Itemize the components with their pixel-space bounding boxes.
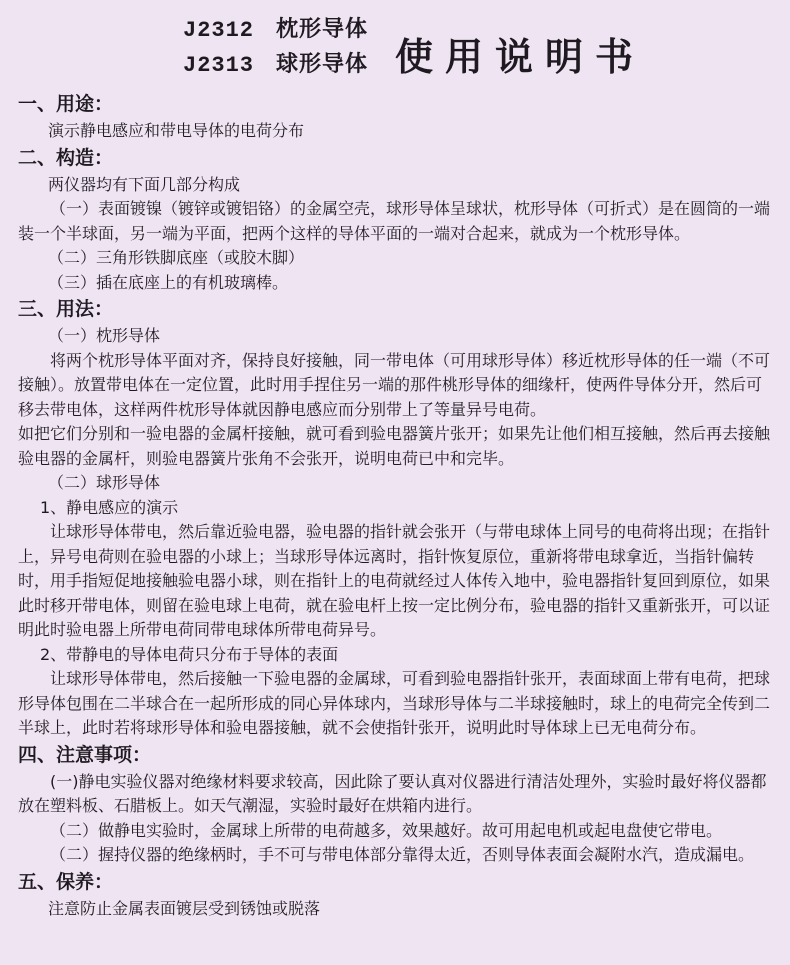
model-name: 球形导体 xyxy=(276,52,369,77)
numbered-item: 1、静电感应的演示 xyxy=(40,497,179,517)
paragraph: （二）做静电实验时，金属球上所带的电荷越多，效果越好。故可用起电机或起电盘使它带电。 xyxy=(50,820,723,840)
paragraph: 如把它们分别和一验电器的金属杆接触，就可看到验电器簧片张开；如果先让他们相互接触，然后再去接触验电器的金属杆，则验电器簧片张角不会张开，说明电荷已中和完毕。 xyxy=(18,424,771,468)
paragraph: （二）三角形铁脚底座（或胶木脚） xyxy=(48,248,305,267)
paragraph: 将两个枕形导体平面对齐，保持良好接触，同一带电体（可用球形导体）移近枕形导体的任一端（不可接触）。放置带电体在一定位置，此时用手捏住另一端的那件桃形导体的细缘杆，使两件导体分开，然后可移去带电体，这样两件枕形导体就因静电感应而分别带上了等量异号电荷。 xyxy=(18,350,771,419)
model-code: J2312 xyxy=(183,18,255,43)
content xyxy=(18,90,776,921)
subheading: （二）球形导体 xyxy=(48,473,161,492)
header xyxy=(0,0,790,92)
paragraph: 注意防止金属表面镀层受到锈蚀或脱落 xyxy=(48,898,321,918)
paragraph: （二）握持仪器的绝缘柄时，手不可与带电体部分靠得太近，否则导体表面会凝附水汽，造成漏电。 xyxy=(50,845,755,864)
paragraph: （一）表面镀镍（镀锌或镀铝铬）的金属空壳，球形导体呈球状，枕形导体（可折式）是在圆筒的一端装一个半球面，另一端为平面，把两个这样的导体平面的一端对合起来，就成为一个枕形导体。 xyxy=(18,199,771,243)
section-heading: 三、用法： xyxy=(18,298,114,320)
section-heading: 一、用途： xyxy=(18,93,114,115)
paragraph: 让球形导体带电，然后靠近验电器，验电器的指针就会张开（与带电球体上同号的电荷将出现；在指针上，异号电荷则在验电器的小球上；当球形导体远离时，指针恢复原位，重新将带电球拿近，当指针偏转时，用手指短促地接触验电器小球，则在指针上的电荷就经过人体传入地中，验电器指针复回到原位，如果此时移开带电体，则留在验电球上电荷，就在验电杆上按一定比例分布，验电器的指针又重新张开，可以证明此时验电器上所带电荷同带电球体所带电荷异号。 xyxy=(18,522,771,639)
model-line-2 xyxy=(183,47,368,78)
model-code: J2313 xyxy=(183,53,255,78)
section-heading: 二、构造： xyxy=(18,146,114,169)
paragraph: 演示静电感应和带电导体的电荷分布 xyxy=(48,121,305,140)
paragraph: (一)静电实验仪器对绝缘材料要求较高，因此除了要认真对仪器进行清洁处理外，实验时最好将仪器都放在塑料板、石腊板上。如天气潮湿，实验时最好在烘箱内进行。 xyxy=(18,771,767,815)
paragraph: 两仪器均有下面几部分构成 xyxy=(48,174,241,194)
section-heading: 五、保养： xyxy=(18,870,114,893)
document-title: 使用说明书 xyxy=(395,35,646,79)
model-line-1 xyxy=(183,12,368,43)
paragraph: 让球形导体带电，然后接触一下验电器的金属球，可看到验电器指针张开，表面球面上带有电荷，把球形导体包围在二半球合在一起所形成的同心异体球内，当球形导体与二半球接触时，球上的电荷完全传到二半球上，此时若将球形导体和验电器接触，就不会使指针张开，说明此时导体球上已无电荷分布。 xyxy=(18,669,771,737)
numbered-item: 2、带静电的导体电荷只分布于导体的表面 xyxy=(40,644,339,664)
subheading: （一）枕形导体 xyxy=(48,326,161,345)
paragraph: （三）插在底座上的有机玻璃棒。 xyxy=(48,272,289,292)
section-heading: 四、注意事项： xyxy=(18,743,152,766)
model-name: 枕形导体 xyxy=(276,17,369,42)
